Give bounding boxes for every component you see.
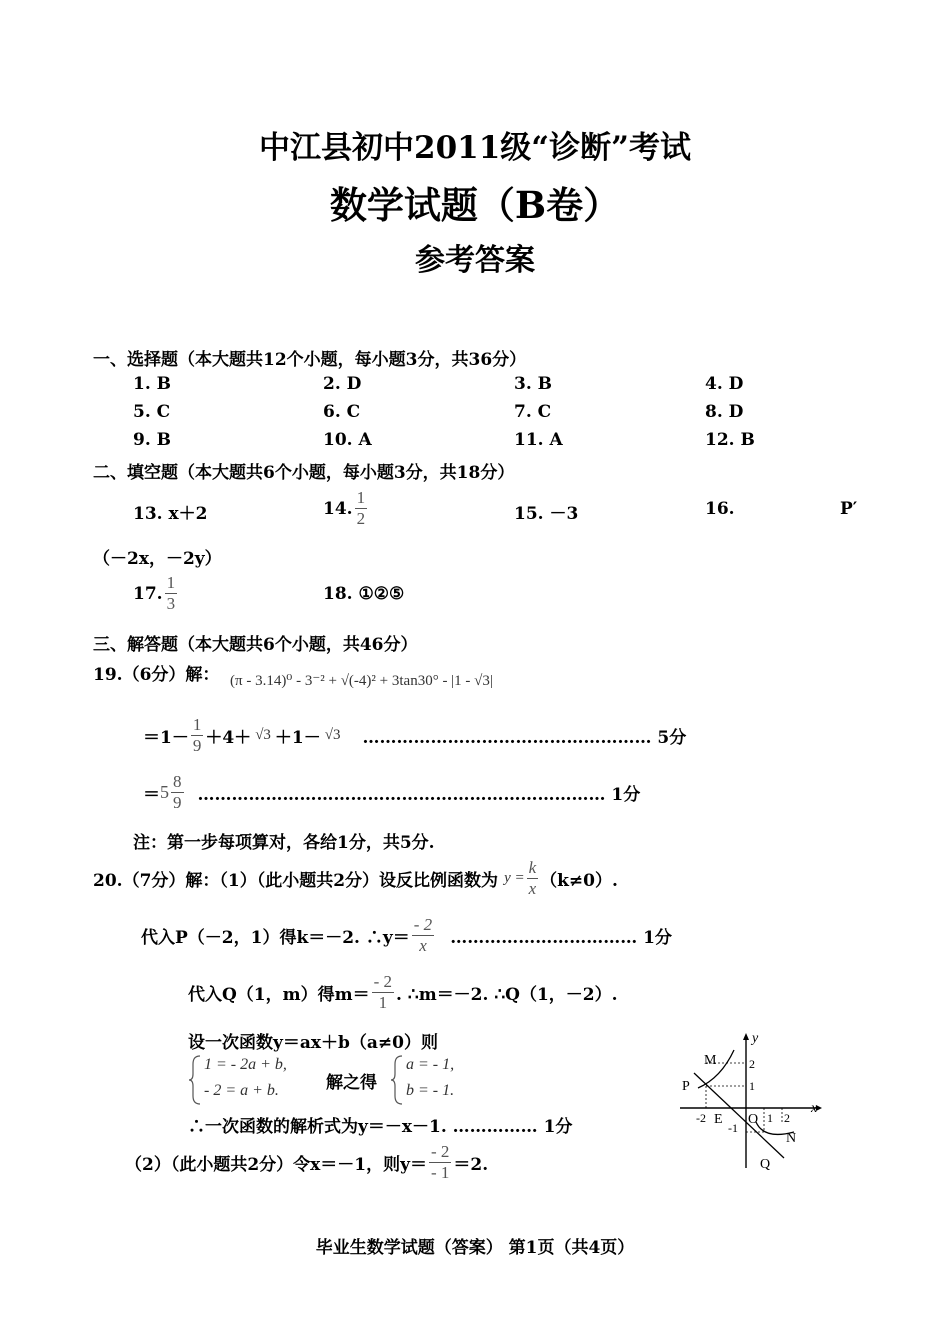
equation-system-1 (188, 1054, 308, 1106)
solution-b: b = - 1. (406, 1082, 455, 1099)
tick-x-2: 2 (784, 1111, 790, 1125)
q20-line2 (141, 915, 672, 956)
answer-16-label: 16. (705, 499, 735, 519)
answer-2: 2. D (323, 374, 362, 394)
mixed-whole: 5 (160, 782, 169, 802)
q20-line3-text-b: . ∴m＝－2. ∴Q（1，－2）. (396, 985, 618, 1005)
q20-line3-text: 代入Q（1，m）得m＝ (188, 985, 370, 1005)
fraction-numerator: 8 (173, 772, 182, 791)
answer-14-label: 14. (323, 498, 353, 519)
q20-line1 (93, 858, 618, 899)
fraction-denominator: 3 (166, 594, 176, 613)
fraction-numerator: - 2 (373, 972, 393, 991)
section2-title: 二、填空题（本大题共6个小题，每小题3分，共18分） (93, 463, 515, 483)
answer-16-coords: （－2x，－2y） (93, 549, 222, 569)
point-n-label: N (786, 1131, 797, 1146)
answer-1: 1. B (133, 374, 172, 394)
section1-title: 一、选择题（本大题共12个小题，每小题3分，共36分） (93, 350, 527, 370)
answer-14 (323, 488, 369, 529)
tick-y-1: 1 (749, 1079, 755, 1093)
fraction-denominator: x (528, 879, 537, 898)
answer-3: 3. B (514, 374, 553, 394)
answer-13: 13. x＋2 (133, 504, 208, 524)
answer-6: 6. C (323, 402, 361, 422)
answer-15: 15. －3 (514, 504, 579, 524)
answer-8: 8. D (705, 402, 744, 422)
step1-score: …………………………………………… 5分 (362, 728, 687, 748)
answer-7: 7. C (514, 402, 552, 422)
answer-4: 4. D (705, 374, 744, 394)
title-line1: 中江县初中2011级“诊断”考试 (259, 130, 691, 166)
q20-line6: ∴一次函数的解析式为y＝－x－1. …………… 1分 (188, 1117, 573, 1137)
mixed-number (160, 772, 186, 813)
q19-note: 注：第一步每项算对，各给1分，共5分. (133, 833, 435, 853)
answer-5: 5. C (133, 402, 171, 422)
mixed-fraction (171, 772, 184, 813)
tick-y-neg1: -1 (728, 1121, 738, 1135)
fraction-denominator: x (419, 936, 427, 955)
answer-17 (133, 573, 179, 614)
tick-y-2: 2 (749, 1057, 755, 1071)
q20-part2 (125, 1142, 488, 1183)
q20-label: 20.（7分）解：（1）（此小题共2分）设反比例函数为 (93, 871, 499, 891)
answer-14-fraction (355, 488, 368, 529)
q20-line3-fraction (372, 972, 394, 1013)
tick-x-1: 1 (767, 1111, 773, 1125)
q19-step2 (143, 772, 640, 813)
point-p-label: P (682, 1079, 690, 1094)
brace-icon (188, 1054, 202, 1106)
answer-11: 11. A (514, 430, 563, 450)
y-axis-arrow (743, 1033, 749, 1040)
x-axis-label: x (811, 1101, 818, 1116)
step1-fraction (191, 715, 204, 756)
answer-18: 18. ①②⑤ (323, 584, 405, 604)
section3-title: 三、解答题（本大题共6个小题，共46分） (93, 635, 418, 655)
q20-line2-score: …………………………… 1分 (450, 928, 672, 948)
page-footer: 毕业生数学试题（答案） 第1页（共4页） (315, 1238, 635, 1258)
fraction-denominator: 1 (378, 993, 388, 1012)
fraction-numerator: k (528, 858, 537, 877)
sqrt3-term: √3 (255, 727, 271, 743)
fraction-numerator: 1 (166, 573, 176, 592)
answer-17-fraction (165, 573, 178, 614)
answer-12: 12. B (705, 430, 755, 450)
k-over-x-fraction (527, 858, 539, 899)
equation-1: 1 = - 2a + b, (204, 1056, 287, 1073)
fraction-denominator: 2 (356, 509, 366, 528)
fraction-numerator: 1 (356, 488, 366, 507)
q19-step1 (143, 715, 686, 756)
fraction-denominator: 9 (173, 793, 182, 812)
fraction-numerator: - 2 (431, 1142, 450, 1161)
step2-score: ……………………………………………………………… 1分 (197, 785, 641, 805)
fraction-denominator: 9 (192, 736, 202, 755)
q20-part2-fraction (429, 1142, 451, 1183)
point-e-label: E (714, 1112, 723, 1127)
q20-line3 (188, 972, 618, 1013)
answer-17-label: 17. (133, 583, 163, 604)
tick-x-neg2: -2 (696, 1111, 706, 1125)
point-m-label: M (704, 1053, 717, 1068)
step1-part-c: ＋1－ (274, 728, 321, 748)
answer-10: 10. A (323, 430, 372, 450)
q19-expression: (π - 3.14)⁰ - 3⁻² + √(-4)² + 3tan30° - |1 - √3| (230, 673, 493, 689)
step1-part-b: ＋4＋ (205, 728, 252, 748)
q20-part2-text: （2）（此小题共2分）令x＝－1，则y＝ (125, 1155, 427, 1175)
step2-equals: ＝ (143, 785, 160, 805)
fraction-denominator: - 1 (431, 1163, 450, 1182)
q19-label: 19.（6分）解： (93, 665, 220, 685)
sqrt3-term: √3 (324, 727, 341, 743)
brace-icon (390, 1054, 404, 1106)
fraction-numerator: - 2 (413, 915, 433, 934)
equation-system-2 (390, 1054, 480, 1106)
answer-9: 9. B (133, 430, 172, 450)
origin-label: O (748, 1112, 759, 1127)
q20-line2-text: 代入P（－2，1）得k＝－2. ∴y＝ (141, 928, 410, 948)
q20-line2-fraction (412, 915, 434, 956)
function-graph (676, 1028, 826, 1178)
equation-2: - 2 = a + b. (204, 1082, 279, 1099)
point-q-label: Q (760, 1157, 771, 1172)
q20-line4: 设一次函数y＝ax＋b（a≠0）则 (188, 1033, 439, 1053)
solve-label: 解之得 (326, 1073, 377, 1093)
y-equals: y = (504, 870, 525, 886)
q20-part2-text-b: ＝2. (453, 1155, 489, 1175)
fraction-numerator: 1 (192, 715, 202, 734)
title-line3: 参考答案 (415, 243, 535, 278)
step1-part-a: ＝1－ (143, 728, 189, 748)
q20-condition: （k≠0）. (540, 871, 618, 891)
y-axis-label: y (752, 1031, 759, 1046)
answer-16-point: P′ (840, 499, 858, 519)
solution-a: a = - 1, (406, 1056, 455, 1073)
title-line2: 数学试题（B卷） (329, 183, 621, 227)
